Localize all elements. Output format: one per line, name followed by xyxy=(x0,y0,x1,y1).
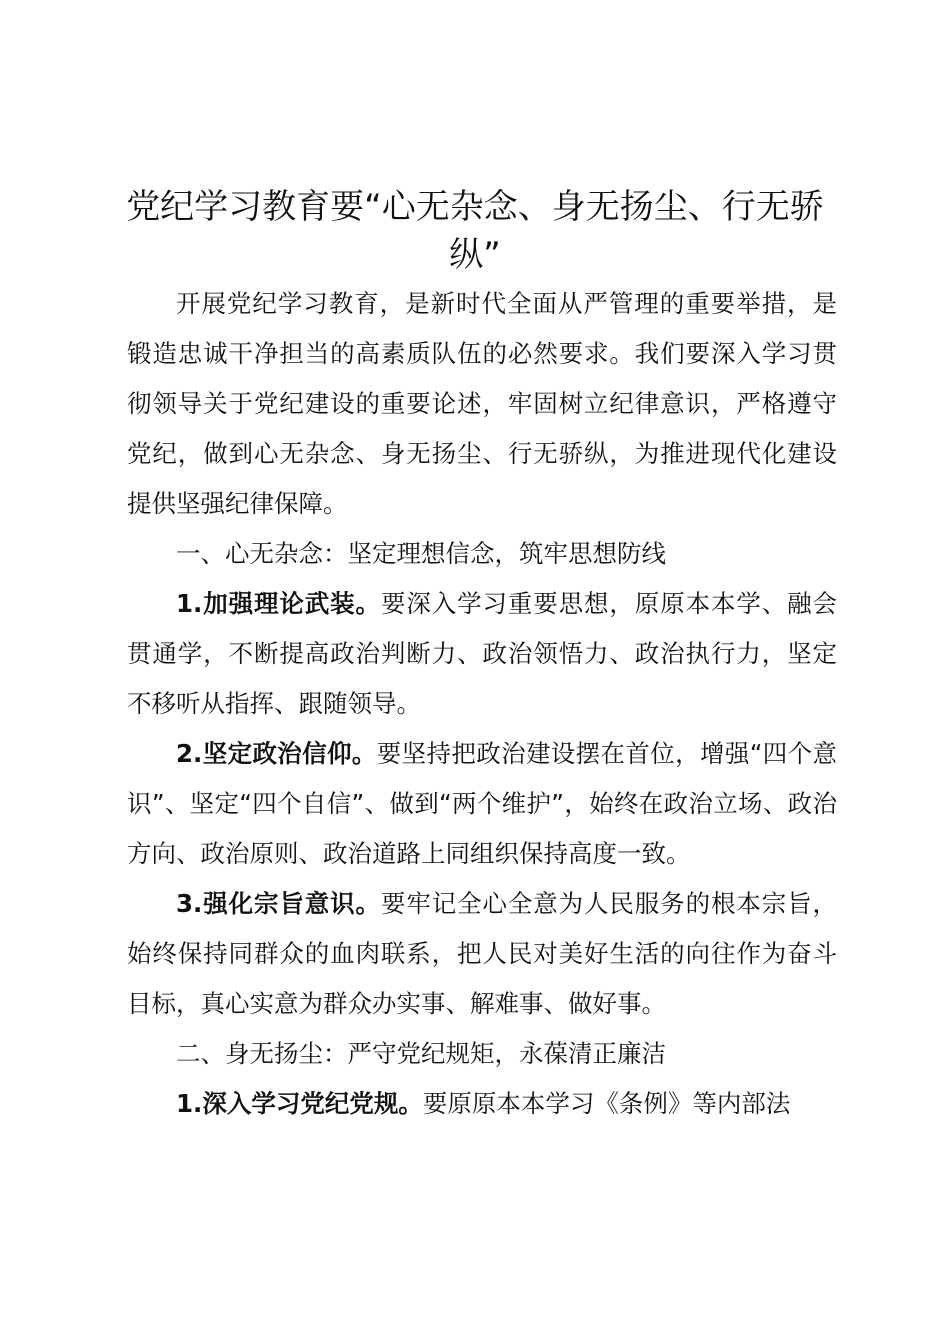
item-text: 要深入学习重要思想，原原本本学、融会贯通学，不断提高政治判断力、政治领悟力、政治执行力，坚定不移听从指挥、跟随领导。 xyxy=(127,589,838,718)
item-lead: 1.加强理论武装。 xyxy=(176,589,381,618)
item-text: 要原原本本学习《条例》等内部法 xyxy=(422,1089,791,1118)
section1-item-3 xyxy=(127,879,837,1029)
item-lead: 3.强化宗旨意识。 xyxy=(176,889,381,918)
document-body xyxy=(127,279,837,1129)
document-title: 党纪学习教育要“心无杂念、身无扬尘、行无骄纵” xyxy=(126,187,824,275)
item-text: 要牢记全心全意为人民服务的根本宗旨，始终保持同群众的血肉联系，把人民对美好生活的向往作为奋斗目标，真心实意为群众办实事、解难事、做好事。 xyxy=(127,889,838,1018)
section2-item-1 xyxy=(127,1079,837,1129)
item-text: 要坚持把政治建设摆在首位，增强“四个意识”、坚定“四个自信”、做到“两个维护”，始终在政治立场、政治方向、政治原则、政治道路上同组织保持高度一致。 xyxy=(127,739,837,868)
section1-item-1 xyxy=(127,579,837,729)
section1-item-2 xyxy=(127,729,837,879)
item-lead: 2.坚定政治信仰。 xyxy=(176,739,377,768)
section-heading-1: 一、心无杂念：坚定理想信念，筑牢思想防线 xyxy=(176,539,666,568)
item-lead: 1.深入学习党纪党规。 xyxy=(176,1089,423,1118)
section-heading-2: 二、身无扬尘：严守党纪规矩，永葆清正廉洁 xyxy=(176,1039,666,1068)
intro-paragraph: 开展党纪学习教育，是新时代全面从严管理的重要举措，是锻造忠诚干净担当的高素质队伍的必然要求。我们要深入学习贯彻领导关于党纪建设的重要论述，牢固树立纪律意识，严格遵守党纪，做到心无杂念、身无扬尘、行无骄纵，为推进现代化建设提供坚强纪律保障。 xyxy=(127,289,837,518)
